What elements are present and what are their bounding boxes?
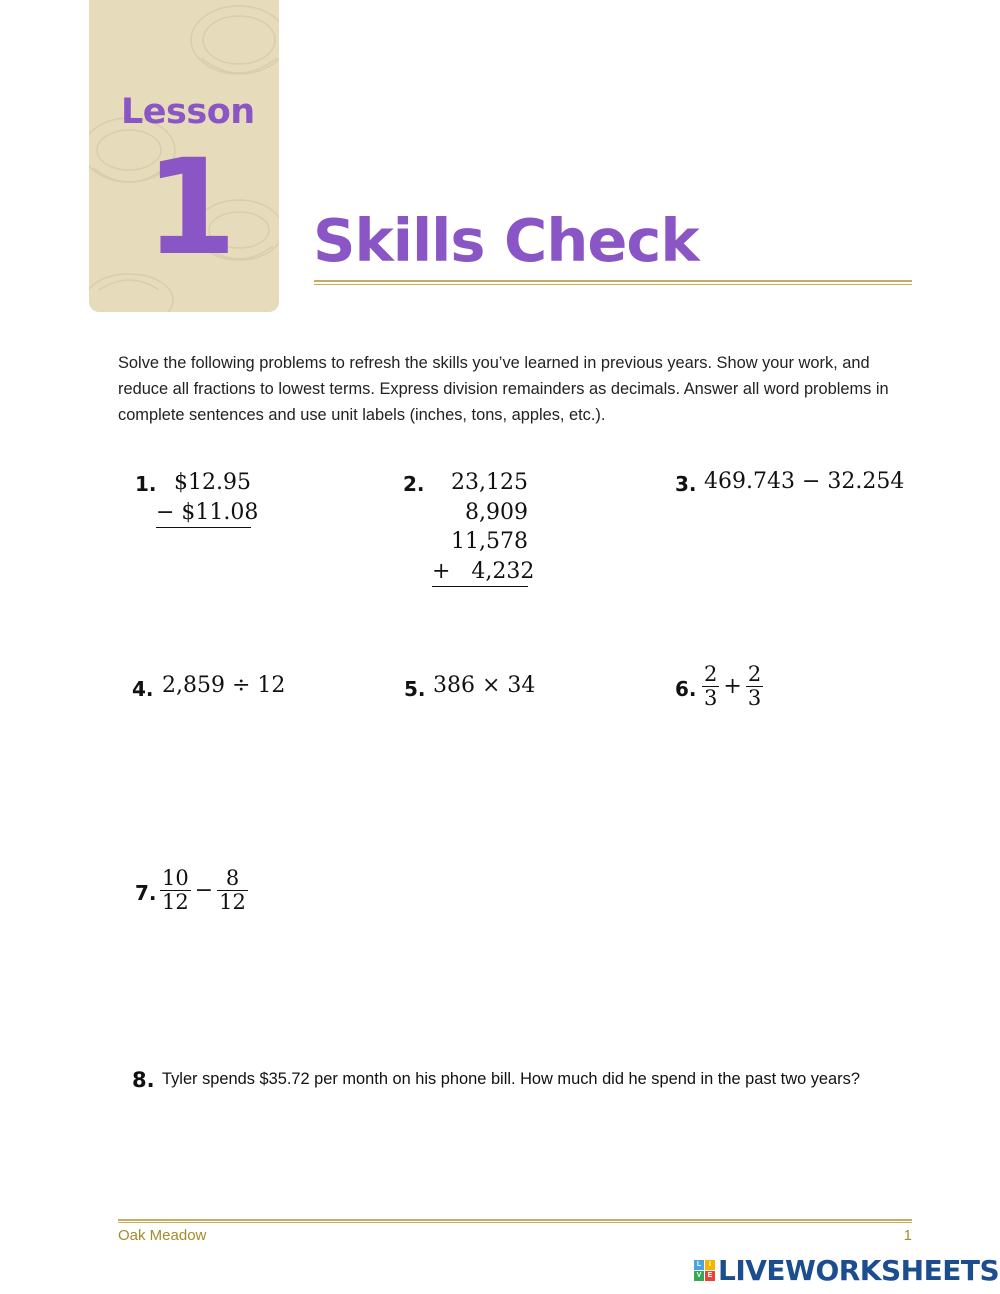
problem-2-row-3: 11,578 <box>451 529 528 554</box>
problem-6-frac2-numerator: 2 <box>747 662 762 686</box>
problem-7-frac1-denominator: 12 <box>162 890 189 914</box>
problem-7-number: 7. <box>135 881 157 905</box>
problem-7-fraction-1 <box>160 867 191 914</box>
logo-letter-v: V <box>694 1271 704 1281</box>
problem-7-expression <box>160 867 248 914</box>
logo-letter-l: L <box>694 1260 704 1270</box>
problem-8-number: 8. <box>132 1068 155 1092</box>
problem-2-row-2: 8,909 <box>465 499 528 525</box>
lesson-number: 1 <box>145 131 237 285</box>
problem-6-frac1-denominator: 3 <box>704 686 718 710</box>
problem-6-frac1-numerator: 2 <box>704 662 718 686</box>
problem-1-top: $12.95 <box>174 470 251 495</box>
problem-1-number: 1. <box>135 472 157 496</box>
title-divider <box>314 280 912 285</box>
footer-publisher: Oak Meadow <box>118 1227 207 1244</box>
footer-page-number: 1 <box>903 1227 912 1244</box>
problem-6-fraction-2 <box>746 663 763 710</box>
problem-1-bottom: − $11.08 <box>156 498 251 529</box>
problem-8-text: Tyler spends $35.72 per month on his phone bill. How much did he spend in the past two years? <box>162 1070 860 1088</box>
problem-1 <box>156 468 259 528</box>
problem-6-expression <box>702 663 763 710</box>
problem-6-operator: + <box>723 674 742 699</box>
problem-2 <box>432 468 535 587</box>
problem-3-expression: 469.743 − 32.254 <box>704 469 905 494</box>
page-title: Skills Check <box>313 206 699 275</box>
problem-7-operator: − <box>194 878 214 903</box>
problem-4-number: 4. <box>132 677 154 701</box>
problem-3-number: 3. <box>675 472 697 496</box>
problem-2-row-4: + 4,232 <box>432 557 528 588</box>
logo-letter-i: I <box>705 1260 715 1270</box>
problem-7-frac2-denominator: 12 <box>219 890 246 914</box>
problem-5-number: 5. <box>404 677 426 701</box>
problem-7-frac1-numerator: 10 <box>162 866 189 890</box>
problem-6-fraction-1 <box>702 663 719 710</box>
footer-divider <box>118 1219 912 1223</box>
problem-5-expression: 386 × 34 <box>433 673 536 698</box>
problem-7-fraction-2 <box>217 867 248 914</box>
liveworksheets-brand: LIVEWORKSHEETS <box>718 1254 1000 1287</box>
problem-6-number: 6. <box>675 677 697 701</box>
liveworksheets-logo <box>694 1254 999 1287</box>
problem-6-frac2-denominator: 3 <box>747 686 762 710</box>
problem-7-frac2-numerator: 8 <box>217 867 248 891</box>
lesson-tab <box>89 0 279 312</box>
problem-4-expression: 2,859 ÷ 12 <box>162 673 286 698</box>
lesson-label: Lesson <box>121 92 255 132</box>
logo-letter-e: E <box>705 1271 715 1281</box>
problem-2-number: 2. <box>403 472 425 496</box>
instructions-paragraph: Solve the following problems to refresh the skills you’ve learned in previous years. Show your work, and reduce all fractions to lowest terms. Express division remainders as decimals. Answer all word problems in complete sentences and use unit labels (inches, tons, apples, etc.). <box>118 354 889 424</box>
problem-2-row-1: 23,125 <box>451 470 528 495</box>
liveworksheets-icon <box>694 1260 715 1281</box>
